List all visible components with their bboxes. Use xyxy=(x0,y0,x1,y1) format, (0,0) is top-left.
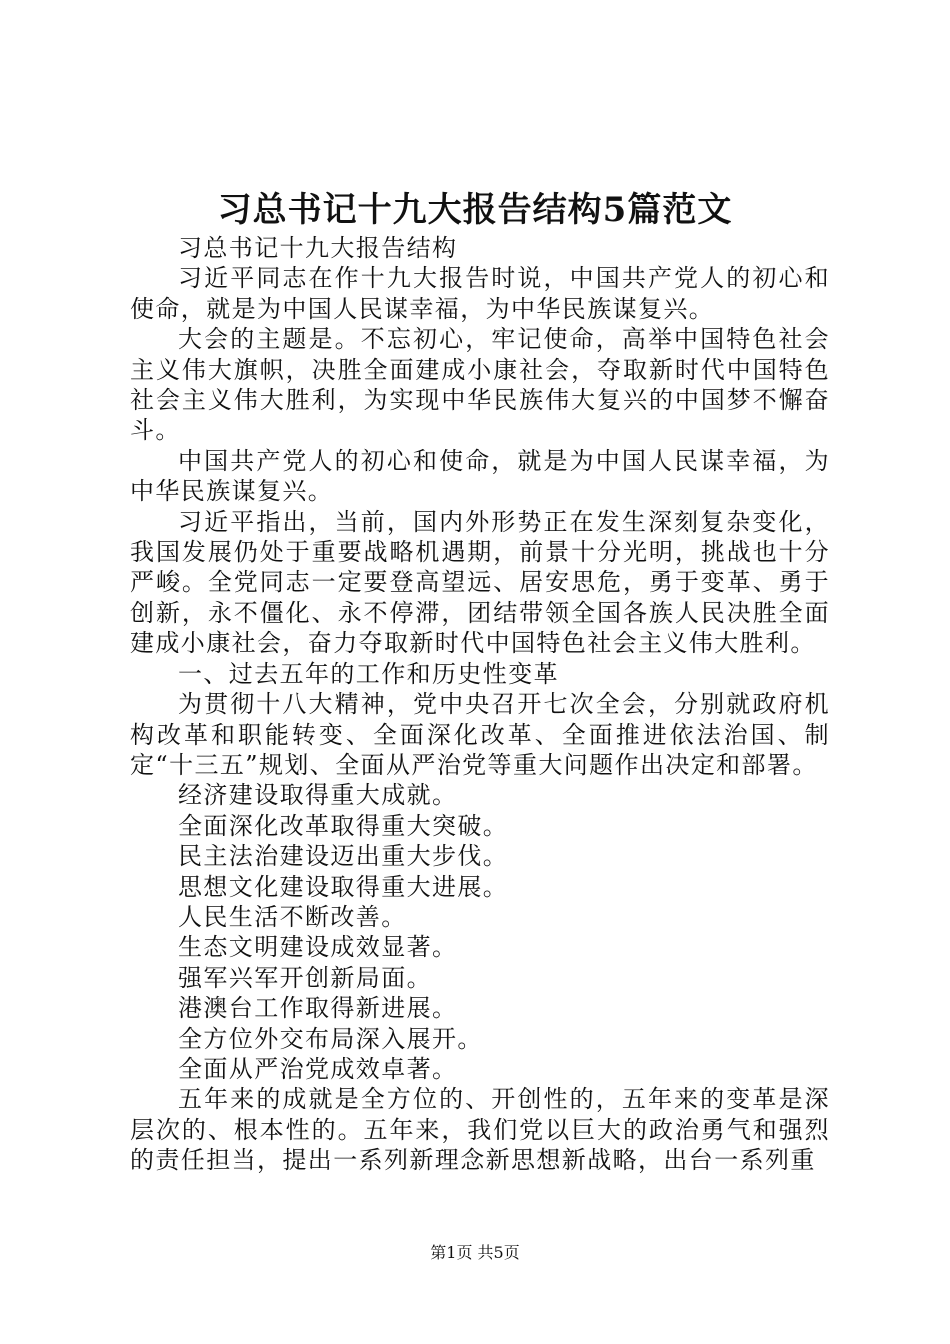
paragraph: 大会的主题是。不忘初心，牢记使命，高举中国特色社会主义伟大旗帜，决胜全面建成小康社会，夺取新时代中国特色社会主义伟大胜利，为实现中华民族伟大复兴的中国梦不懈奋斗。 xyxy=(130,325,830,445)
list-item: 全方位外交布局深入展开。 xyxy=(178,1024,483,1053)
list-item: 人民生活不断改善。 xyxy=(178,902,407,931)
paragraph: 五年来的成就是全方位的、开创性的，五年来的变革是深层次的、根本性的。五年来，我们党以巨大的政治勇气和强烈的责任担当，提出一系列新理念新思想新战略，出台一系列重 xyxy=(130,1085,830,1175)
list-item: 全面从严治党成效卓著。 xyxy=(178,1054,458,1083)
paragraph: 为贯彻十八大精神，党中央召开七次全会，分别就政府机构改革和职能转变、全面深化改革、全面推进依法治国、制定“十三五”规划、全面从严治党等重大问题作出决定和部署。 xyxy=(130,690,830,779)
document-body xyxy=(130,233,830,1176)
document-title: 习总书记十九大报告结构5篇范文 xyxy=(217,190,733,230)
list-item: 思想文化建设取得重大进展。 xyxy=(178,872,509,901)
paragraph: 习近平同志在作十九大报告时说，中国共产党人的初心和使命，就是为中国人民谋幸福，为中华民族谋复兴。 xyxy=(130,264,830,323)
section-heading: 一、过去五年的工作和历史性变革 xyxy=(178,659,559,688)
list-item: 强军兴军开创新局面。 xyxy=(178,963,432,992)
list-item: 全面深化改革取得重大突破。 xyxy=(178,811,509,840)
list-item: 生态文明建设成效显著。 xyxy=(178,933,458,962)
paragraph: 习近平指出，当前，国内外形势正在发生深刻复杂变化，我国发展仍处于重要战略机遇期，前景十分光明，挑战也十分严峻。全党同志一定要登高望远、居安思危，勇于变革、勇于创新，永不僵化、永不停滞，团结带领全国各族人民决胜全面建成小康社会，奋力夺取新时代中国特色社会主义伟大胜利。 xyxy=(130,507,830,658)
page-number: 第1页 共5页 xyxy=(430,1243,520,1262)
list-item: 港澳台工作取得新进展。 xyxy=(178,994,458,1023)
list-item: 经济建设取得重大成就。 xyxy=(178,781,458,810)
paragraph: 中国共产党人的初心和使命，就是为中国人民谋幸福，为中华民族谋复兴。 xyxy=(130,446,830,506)
list-item: 民主法治建设迈出重大步伐。 xyxy=(178,842,509,871)
paragraph-subtitle: 习总书记十九大报告结构 xyxy=(178,234,458,262)
